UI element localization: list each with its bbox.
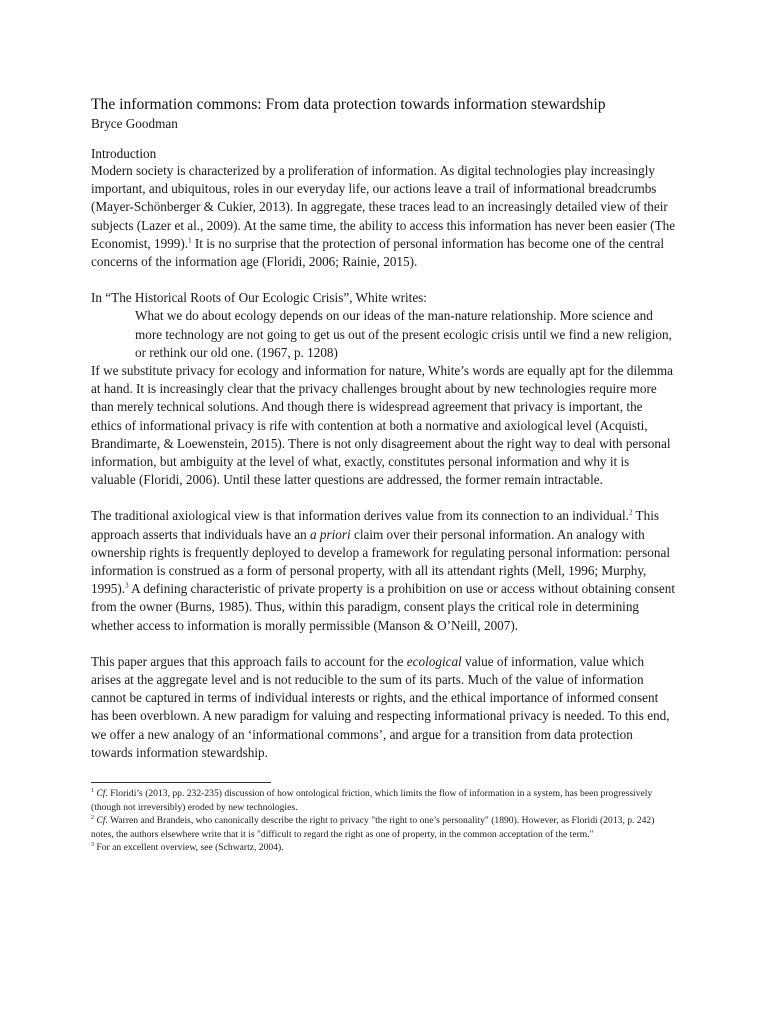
quote-intro: In “The Historical Roots of Our Ecologic Crisis”, White writes: bbox=[91, 290, 427, 306]
paragraph-axiological: The traditional axiological view is that information derives value from its connection to an individual.$^2$ This approach asserts that individuals have an a priori claim over their personal information. An analogy with ownership rights is frequently deployed to develop a framework for regulating personal information: personal information is construed as a form of personal property, with all its attendant rights (Mell, 1996; Murphy, 1995).$^3$ A defining characteristic of private property is a prohibition on use or access without obtaining consent from the owner (Burns, 1985). Thus, within this paradigm, consent plays the critical role in determining whether access to information is morally permissible (Manson & O’Neill, 2007). bbox=[91, 508, 675, 633]
footnote-divider bbox=[91, 782, 271, 783]
section-heading: Introduction bbox=[91, 146, 157, 161]
block-quote: What we do about ecology depends on our ideas of the man-nature relationship. More science and more technology are not going to get us out of the present ecologic crisis until we find a new religion, or rethink our old one. (1967, p. 1208) bbox=[135, 308, 672, 360]
document-body bbox=[91, 95, 676, 855]
footnote-ref: 2 bbox=[628, 509, 633, 518]
footnote-2: $^2$ Cf. Warren and Brandeis, who canonically describe the right to privacy "the right to one’s personality" (1890). However, as Floridi (2013, p. 242) notes, the authors elsewhere write that it is "difficult to regard the right as one of property, in the common acceptation of the term." bbox=[91, 815, 655, 840]
footnote-3: $^3$ For an excellent overview, see (Schwartz, 2004). bbox=[91, 842, 284, 854]
paragraph-intro: Modern society is characterized by a proliferation of information. As digital technologies play increasingly important, and ubiquitous, roles in our everyday life, our actions leave a trail of informational breadcrumbs (Mayer-Schönberger & Cukier, 2013). In aggregate, these traces lead to an increasingly detailed view of their subjects (Lazer et al., 2009). At the same time, the ability to access this information has never been easier (The Economist, 1999).$^1$ It is no surprise that the protection of personal information has become one of the central concerns of the information age (Floridi, 2006; Rainie, 2015). bbox=[91, 163, 676, 270]
paper-title: The information commons: From data protection towards information stewardship bbox=[91, 96, 606, 113]
footnote-ref: 3 bbox=[125, 581, 129, 590]
author-name: Bryce Goodman bbox=[91, 116, 178, 131]
paragraph-argument: This paper argues that this approach fails to account for the ecological value of information, value which arises at the aggregate level and is not reducible to the sum of its parts. Much of the value of information cannot be captured in terms of individual interests or rights, and the ethical importance of informed consent has been overblown. A new paradigm for valuing and respecting informational privacy is needed. To this end, we offer a new analogy of an ‘informational commons’, and argue for a transition from data protection towards information stewardship. bbox=[91, 653, 670, 760]
paragraph-privacy: If we substitute privacy for ecology and information for nature, White’s words are equally apt for the dilemma at hand. It is increasingly clear that the privacy challenges brought about by new technologies require more than merely technical solutions. And though there is widespread agreement that privacy is important, the ethics of informational privacy is rife with contention at both a normative and axiological level (Acquisti, Brandimarte, & Loewenstein, 2015). There is not only disagreement about the right way to deal with personal information, but ambiguity at the level of what, exactly, constitutes personal information and why it is valuable (Floridi, 2006). Until these latter questions are addressed, the former remain intractable. bbox=[91, 363, 674, 488]
footnote-ref: 1 bbox=[188, 236, 192, 245]
footnote-1: $^1$ Cf. Floridi’s (2013, pp. 232-235) discussion of how ontological friction, which limits the flow of information in a system, has been progressively (though not irreversibly) eroded by new technologies. bbox=[91, 787, 653, 813]
